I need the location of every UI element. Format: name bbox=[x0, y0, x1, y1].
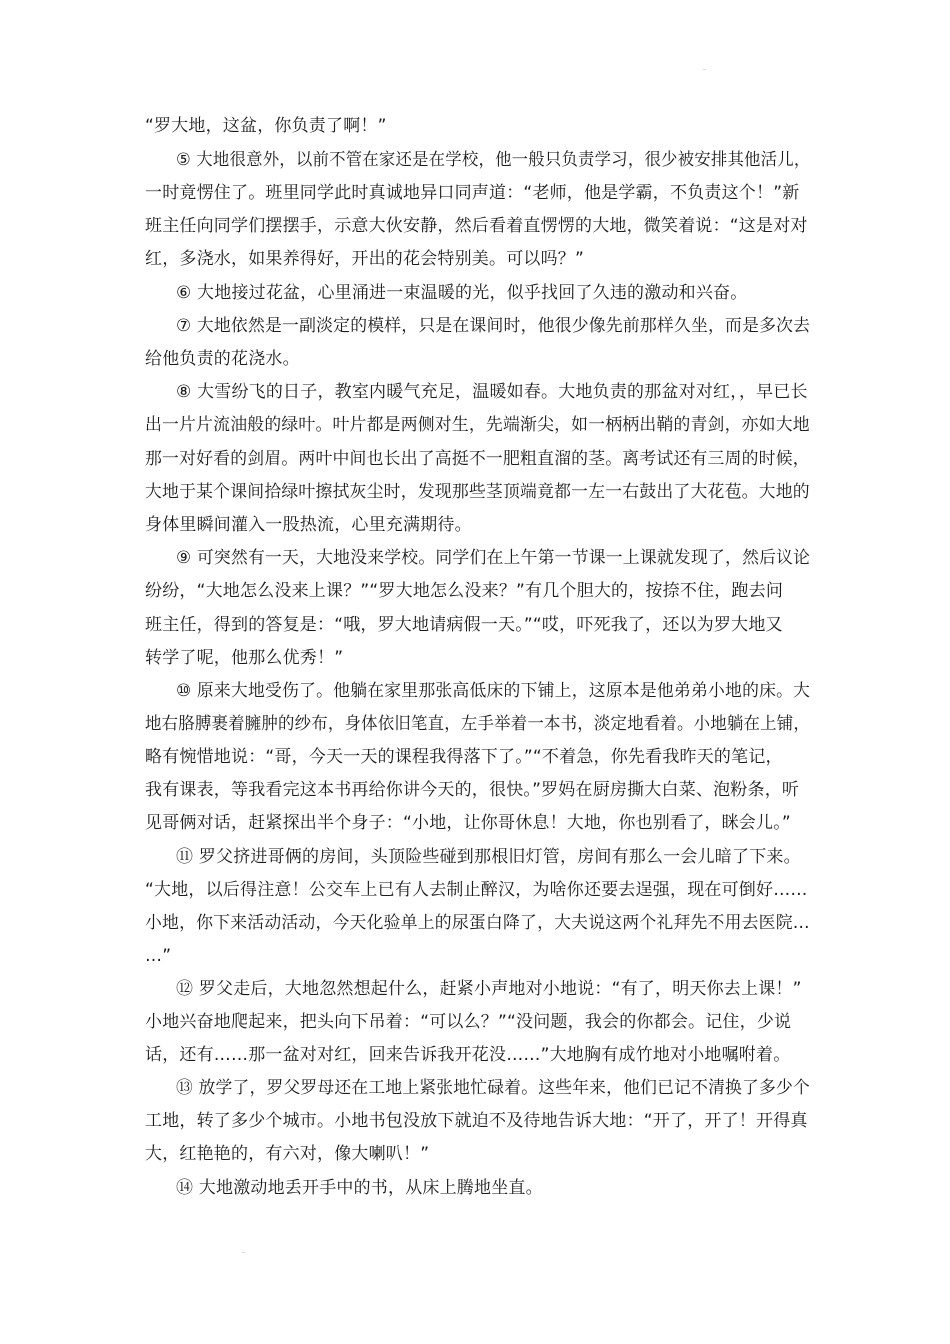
text-line: 见哥俩对话，赶紧探出半个身子：“小地，让你哥休息！大地，你也别看了，眯会儿。” bbox=[145, 813, 791, 833]
text-line: ⑪ 罗父挤进哥俩的房间，头顶险些碰到那根旧灯管，房间有那么一会儿暗了下来。 bbox=[176, 847, 801, 867]
text-line: 给他负责的花浇水。 bbox=[145, 349, 300, 369]
text-line: “罗大地，这盆，你负责了啊！” bbox=[145, 116, 387, 136]
text-line: 工地，转了多少个城市。小地书包没放下就迫不及待地告诉大地：“开了，开了！开得真 bbox=[145, 1111, 808, 1131]
text-line: …” bbox=[145, 946, 172, 966]
text-line: 小地兴奋地爬起来，把头向下吊着：“可以么？”“没问题，我会的你都会。记住，少说 bbox=[145, 1012, 792, 1032]
text-line: 话，还有……那一盆对对红，回来告诉我开花没……”大地胸有成竹地对小地嘱咐着。 bbox=[145, 1045, 791, 1065]
text-line: 我有课表，等我看完这本书再给你讲今天的，很快。”罗妈在厨房撕大白菜、泡粉条，听 bbox=[145, 780, 800, 800]
text-line: 那一对好看的剑眉。两叶中间也长出了高挺不一肥粗直溜的茎。离考试还有三周的时候， bbox=[145, 449, 810, 469]
scan-speck bbox=[703, 69, 706, 70]
text-line: 一时竟愣住了。班里同学此时真诚地异口同声道：“老师，他是学霸，不负责这个！”新 bbox=[145, 183, 800, 203]
text-line: 大地于某个课间拾绿叶擦拭灰尘时，发现那些茎顶端竟都一左一右鼓出了大花苞。大地的 bbox=[145, 482, 810, 502]
text-line: 地右胳膊裹着臃肿的纱布，身体依旧笔直，左手举着一本书，淡定地看着。小地躺在上铺， bbox=[145, 714, 811, 734]
text-line: 略有惋惜地说：“哥，今天一天的课程我得落下了。”“不着急，你先看我昨天的笔记， bbox=[145, 747, 783, 767]
text-line: 小地，你下来活动活动，今天化验单上的尿蛋白降了，大夫说这两个礼拜先不用去医院… bbox=[145, 913, 810, 933]
text-line: 班主任向同学们摆摆手，示意大伙安静，然后看着直愣愣的大地，微笑着说：“这是对对 bbox=[145, 216, 808, 236]
text-line: “大地，以后得注意！公交车上已有人去制止醉汉，为啥你还要去逞强，现在可倒好…… bbox=[145, 880, 808, 900]
text-line: ⑧ 大雪纷飞的日子，教室内暖气充足，温暖如春。大地负责的那盆对对红，，早已长 bbox=[176, 382, 808, 402]
text-line: 大，红艳艳的，有六对，像大喇叭！” bbox=[145, 1144, 430, 1164]
text-line: ⑤ 大地很意外，以前不管在家还是在学校，他一般只负责学习，很少被安排其他活儿， bbox=[176, 150, 811, 170]
text-line: ⑩ 原来大地受伤了。他躺在家里那张高低床的下铺上，这原本是他弟弟小地的床。大 bbox=[176, 681, 811, 701]
text-line: 红，多浇水，如果养得好，开出的花会特别美。可以吗？” bbox=[145, 249, 585, 269]
text-line: 转学了呢，他那么优秀！” bbox=[145, 648, 344, 668]
text-line: 班主任，得到的答复是：“哦，罗大地请病假一天。”“哎，吓死我了，还以为罗大地又 bbox=[145, 615, 783, 635]
text-line: ⑨ 可突然有一天，大地没来学校。同学们在上午第一节课一上课就发现了，然后议论 bbox=[176, 548, 811, 568]
text-line: ⑭ 大地激动地丢开手中的书，从床上腾地坐直。 bbox=[176, 1178, 543, 1198]
text-line: 纷纷，“大地怎么没来上课？”“罗大地怎么没来？”有几个胆大的，按捺不住，跑去问 bbox=[145, 581, 784, 601]
text-line: 身体里瞬间灌入一股热流，心里充满期待。 bbox=[145, 515, 472, 535]
scan-speck bbox=[242, 1252, 245, 1253]
text-line: ⑦ 大地依然是一副淡定的模样，只是在课间时，他很少像先前那样久坐，而是多次去 bbox=[176, 316, 811, 336]
text-line: ⑥ 大地接过花盆，心里涌进一束温暖的光，似乎找回了久违的激动和兴奋。 bbox=[176, 283, 748, 303]
text-line: ⑫ 罗父走后，大地忽然想起什么，赶紧小声地对小地说：“有了，明天你去上课！” bbox=[176, 979, 802, 999]
text-line: 出一片片流油般的绿叶。叶片都是两侧对生，先端渐尖，如一柄柄出鞘的青剑，亦如大地 bbox=[145, 415, 810, 435]
text-line: ⑬ 放学了，罗父罗母还在工地上紧张地忙碌着。这些年来，他们已记不清换了多少个 bbox=[176, 1078, 810, 1098]
